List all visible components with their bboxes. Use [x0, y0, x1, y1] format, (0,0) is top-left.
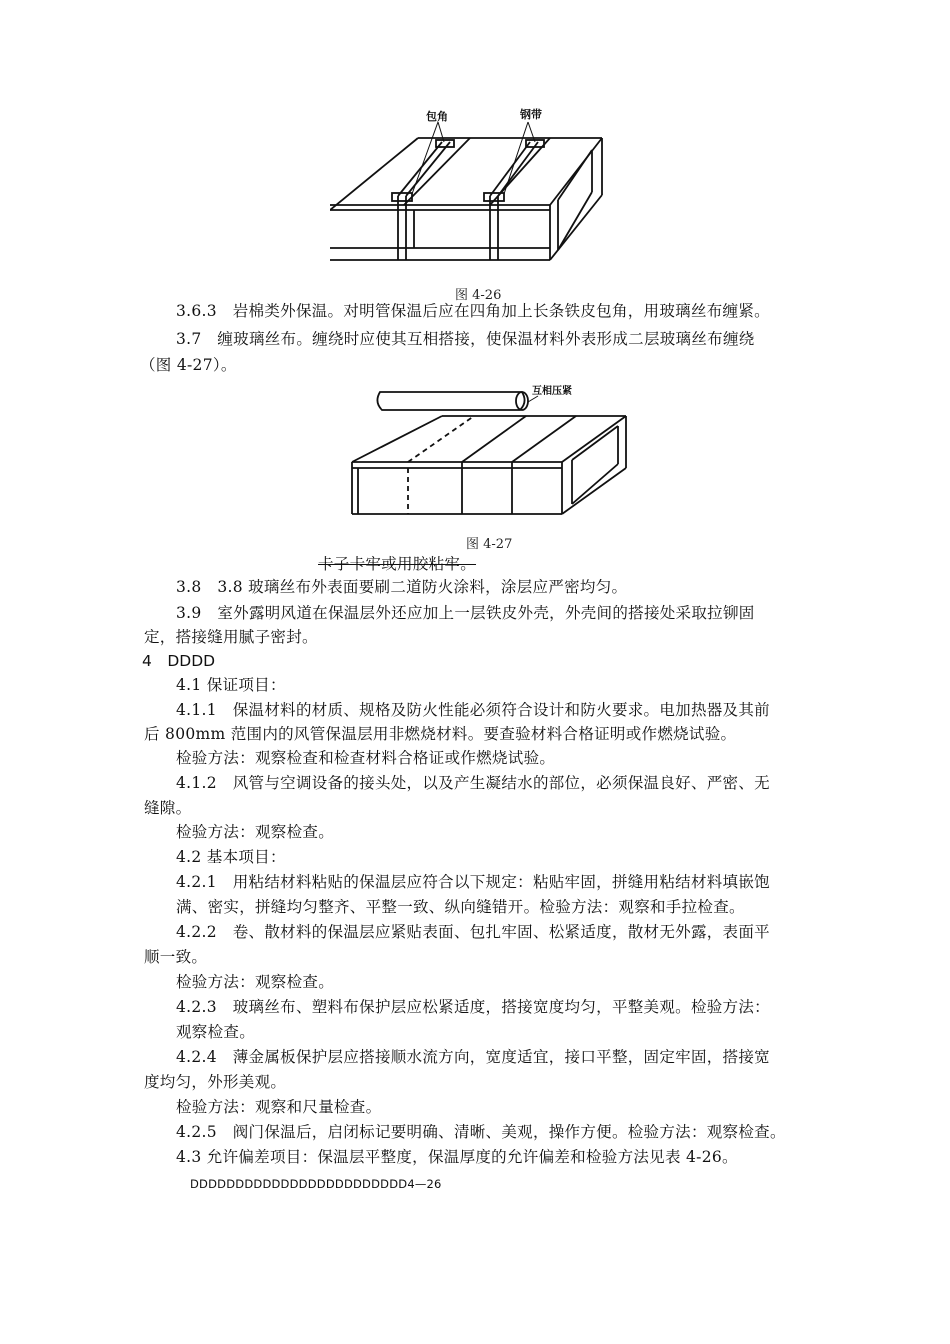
figure-4-27: [342, 380, 642, 528]
para-3-7-line1: 3.7 缠玻璃丝布。缠绕时应使其互相搭接，使保温材料外表形成二层玻璃丝布缠绕: [176, 330, 755, 348]
section-heading-4: 4 DDDD: [142, 652, 216, 670]
para-4-2-4-line1: 4.2.4 薄金属板保护层应搭接顺水流方向，宽度适宜，接口平整，固定牢固，搭接宽: [176, 1048, 770, 1066]
para-4-2-3-line1: 4.2.3 玻璃丝布、塑料布保护层应松紧适度，搭接宽度均匀，平整美观。检验方法：: [176, 998, 770, 1016]
para-4-1-2-line1: 4.1.2 风管与空调设备的接头处，以及产生凝结水的部位，必须保温良好、严密、无: [176, 774, 770, 792]
figure-caption: 图 4-27: [466, 537, 513, 552]
para-3-6-3: 3.6.3 岩棉类外保温。对明管保温后应在四角加上长条铁皮包角，用玻璃丝布缠紧。: [176, 302, 770, 320]
para-4-1-2-method: 检验方法：观察检查。: [176, 823, 335, 841]
para-4-1-2-line2: 缝隙。: [144, 799, 192, 817]
label-strap: 钢带: [520, 108, 542, 121]
para-4-1-1-line1: 4.1.1 保温材料的材质、规格及防火性能必须符合设计和防火要求。电加热器及其前: [176, 701, 770, 719]
para-4-3: 4.3 允许偏差项目：保温层平整度，保温厚度的允许偏差和检验方法见表 4-26。: [176, 1148, 738, 1166]
figure-caption: 图 4-26: [455, 288, 502, 303]
para-4-2-1-line1: 4.2.1 用粘结材料粘贴的保温层应符合以下规定：粘贴牢固，拼缝用粘结材料填嵌饱: [176, 873, 770, 891]
para-4-2-4-line2: 度均匀，外形美观。: [144, 1073, 287, 1091]
para-3-9-line2: 定，搭接缝用腻子密封。: [144, 628, 318, 646]
para-4-2-5: 4.2.5 阀门保温后，启闭标记要明确、清晰、美观，操作方便。检验方法：观察检查。: [176, 1123, 786, 1141]
subheading-4-1: 4.1 保证项目：: [176, 676, 286, 694]
figure-4-26: [330, 100, 620, 280]
subheading-4-2: 4.2 基本项目：: [176, 848, 286, 866]
table-reference: DDDDDDDDDDDDDDDDDDDDDDDD4—26: [190, 1177, 442, 1191]
para-4-2-3-line2: 观察检查。: [176, 1023, 256, 1041]
para-3-9-line1: 3.9 室外露明风道在保温层外还应加上一层铁皮外壳，外壳间的搭接处采取拉铆固: [176, 604, 755, 622]
para-4-2-4-method: 检验方法：观察和尺量检查。: [176, 1098, 382, 1116]
para-4-2-2-line1: 4.2.2 卷、散材料的保温层应紧贴表面、包扎牢固、松紧适度，散材无外露，表面平: [176, 923, 770, 941]
para-4-2-2-line2: 顺一致。: [144, 948, 208, 966]
para-4-1-1-line2: 后 800mm 范围内的风管保温层用非燃烧材料。要查验材料合格证明或作燃烧试验。: [144, 725, 737, 743]
para-3-8: 3.8 3.8 玻璃丝布外表面要刷二道防火涂料，涂层应严密均匀。: [176, 578, 628, 596]
para-4-2-1-line2: 满、密实，拼缝均匀整齐、平整一致、纵向缝错开。检验方法：观察和手拉检查。: [176, 898, 745, 916]
para-4-1-1-method: 检验方法：观察检查和检查材料合格证或作燃烧试验。: [176, 749, 556, 767]
label-press-tight: 互相压紧: [532, 386, 572, 397]
strikethrough-text: 卡子卡牢或用胶粘牢。: [318, 555, 477, 573]
para-3-7-line2: （图 4-27）。: [140, 356, 237, 374]
para-4-2-2-method: 检验方法：观察检查。: [176, 973, 335, 991]
label-corner: 包角: [426, 110, 448, 123]
